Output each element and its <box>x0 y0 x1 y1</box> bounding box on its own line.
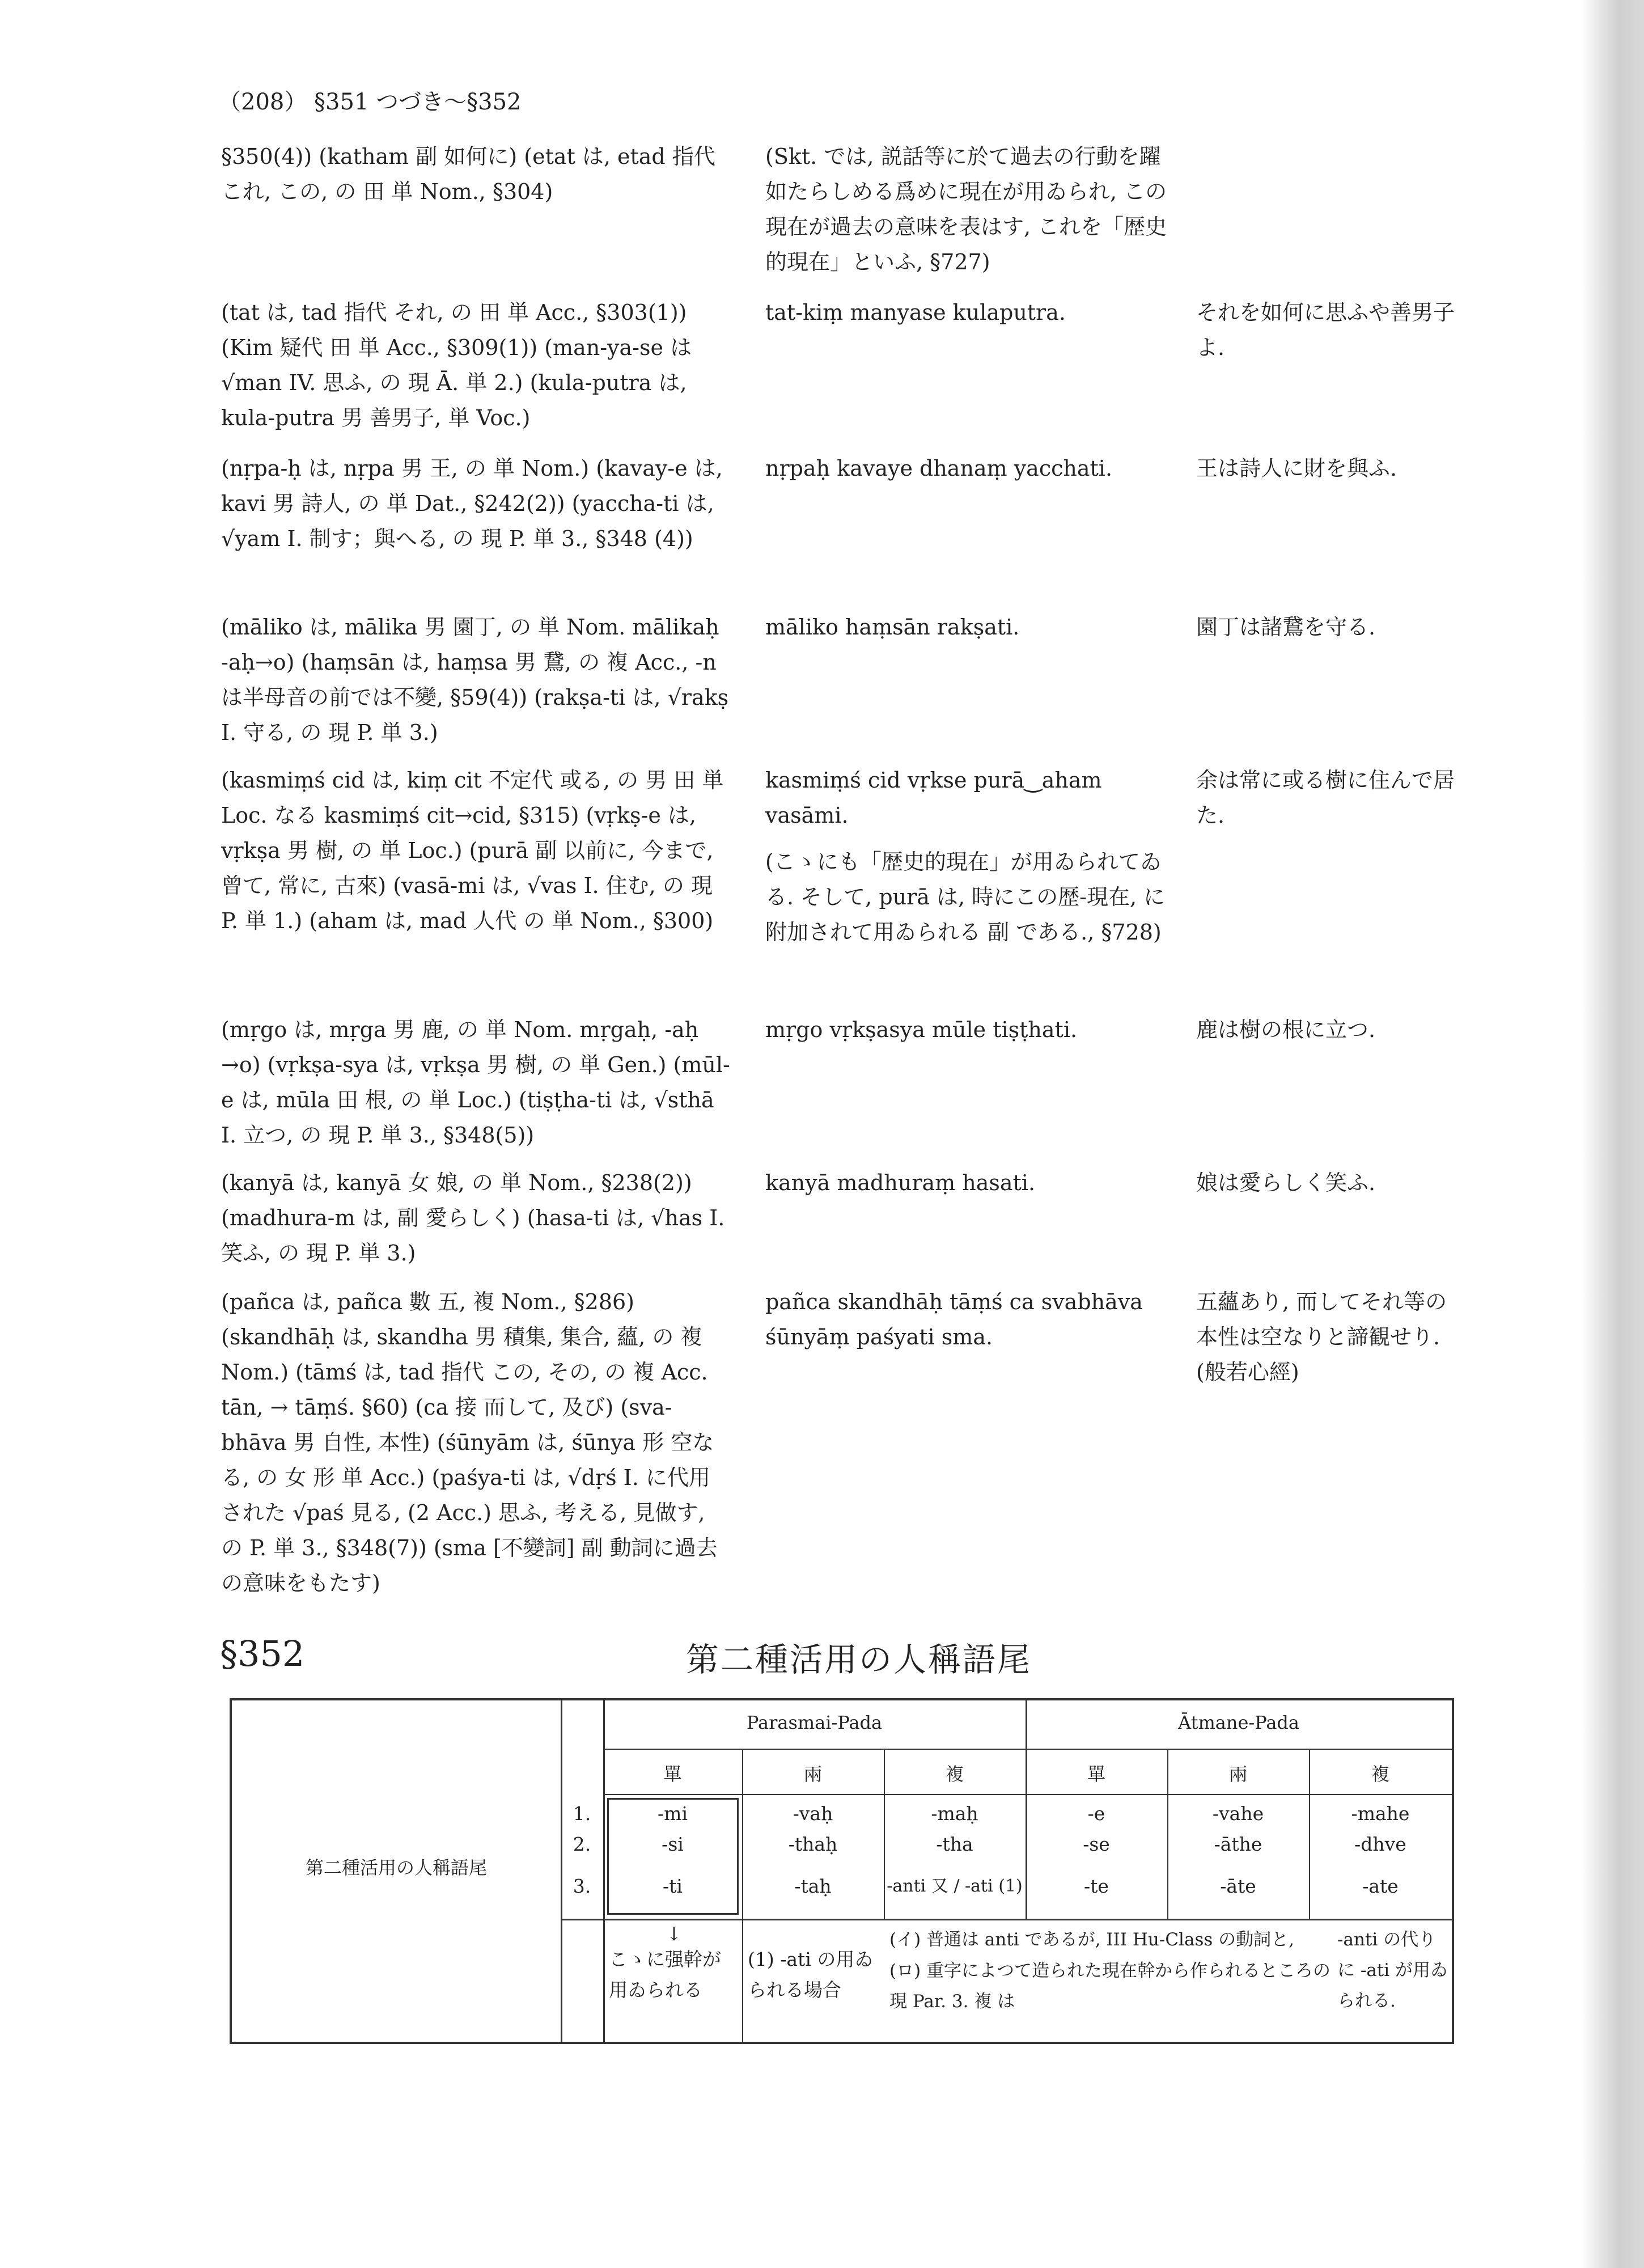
ending-cell: -taḥ <box>794 1875 832 1897</box>
ending-cell: -anti 又 / -ati (1) <box>887 1876 1023 1896</box>
ending-cell: -vaḥ <box>793 1802 833 1825</box>
voice-atmane: Ātmane-Pada <box>1178 1712 1299 1733</box>
translation: 五蘊あり, 而してそれ等の本性は空なりと諦観せり. (般若心經) <box>1196 1289 1447 1385</box>
person-label: 2. <box>573 1833 591 1855</box>
explanation: (pañca は, pañca 數 五, 複 Nom., §286) (skandhāḥ は, skandha 男 積集, 集合, 蘊, の 複 Nom.) (tāmś は, tad 指代 この, その, の 複 Acc. tān, → tāṃś. §60) (ca 接 而して, 及び) (sva-bhāva 男 自性, 本性) (śūnyām は, śūnya 形 空なる, の 女 形 単 Acc.) (paśya-ti は, √dṛś I. に代用された √paś 見る, (2 Acc.) 思ふ, 考える, 見做す, の P. 単 3., §348(7)) (sma [不變詞] 副 動詞に過去の意味をもたす) <box>221 1289 718 1596</box>
condition-ro: (ロ) 重字によつて造られた現在幹から作られるところの 現 Par. 3. 複 は <box>889 1961 1331 2012</box>
strong-stem-note: こゝに强幹が用ゐられる <box>609 1948 721 2001</box>
number-header: 複 <box>1371 1763 1389 1785</box>
translation: 余は常に或る樹に住んで居た. <box>1196 768 1455 828</box>
sanskrit-sentence: māliko haṃsān rakṣati. <box>765 615 1020 640</box>
sanskrit-sentence: tat-kiṃ manyase kulaputra. <box>765 300 1066 325</box>
ending-cell: -vahe <box>1212 1802 1264 1825</box>
translation: 娘は愛らしく笑ふ. <box>1196 1170 1376 1195</box>
translation: それを如何に思ふや善男子よ. <box>1196 300 1455 360</box>
context-note: (こゝにも「歴史的現在」が用ゐられてゐる. そして, purā は, 時にこの歴-現在, に附加されて用ゐられる 副 である., §728) <box>765 849 1166 945</box>
ending-cell: -āte <box>1220 1875 1256 1897</box>
sanskrit-sentence: nṛpaḥ kavaye dhanaṃ yacchati. <box>765 456 1113 481</box>
ending-table <box>230 1698 1454 2044</box>
ending-cell: -te <box>1084 1875 1109 1897</box>
down-arrow-icon: ↓ <box>666 1923 682 1945</box>
ending-cell: -maḥ <box>931 1802 978 1825</box>
sanskrit-sentence: mṛgo vṛkṣasya mūle tiṣṭhati. <box>765 1017 1078 1042</box>
section-number: §352 <box>220 1633 305 1674</box>
number-header: 兩 <box>803 1763 822 1785</box>
number-header: 兩 <box>1228 1763 1247 1785</box>
translation: 鹿は樹の根に立つ. <box>1196 1017 1376 1042</box>
person-label: 1. <box>573 1802 591 1825</box>
sanskrit-block <box>765 763 1179 950</box>
condition-i: (イ) 普通は anti であるが, III Hu-Class の動詞と, <box>889 1930 1294 1950</box>
person-label: 3. <box>573 1875 591 1897</box>
number-header: 單 <box>1087 1763 1105 1785</box>
ending-cell: -mi <box>658 1802 688 1825</box>
sanskrit-sentence: kanyā madhuraṃ hasati. <box>765 1170 1036 1195</box>
number-header: 單 <box>663 1763 682 1785</box>
translation: 園丁は諸鵞を守る. <box>1196 615 1376 640</box>
ati-condition-note: (1) -ati の用ゐられる場合 <box>748 1948 874 2001</box>
ending-cell: -ate <box>1362 1875 1399 1897</box>
translation: 王は詩人に財を與ふ. <box>1196 456 1397 481</box>
explanation: (nṛpa-ḥ は, nṛpa 男 王, の 単 Nom.) (kavay-e は, kavi 男 詩人, の 単 Dat., §242(2)) (yaccha-ti は, √yam I. 制す；與へる, の 現 P. 単 3., §348 (4)) <box>221 456 723 551</box>
ending-cell: -e <box>1087 1802 1105 1825</box>
explanation: (kanyā は, kanyā 女 娘, の 単 Nom., §238(2)) (madhura-m は, 副 愛らしく) (hasa-ti は, √has I. 笑ふ, の 現 P. 単 3.) <box>221 1170 725 1266</box>
explanation: §350(4)) (katham 副 如何に) (etat は, etad 指代 これ, この, の 田 単 Nom., §304) <box>221 144 715 204</box>
page-binding-shadow <box>1582 0 1644 2268</box>
voice-parasmai: Parasmai-Pada <box>746 1712 883 1733</box>
page-header: （208） §351 つづき～§352 <box>218 89 522 115</box>
ati-result-note: -anti の代りに -ati が用ゐられる. <box>1337 1930 1448 2011</box>
ending-cell: -tha <box>936 1833 973 1855</box>
section-title: 第二種活用の人稱語尾 <box>686 1640 1032 1679</box>
sanskrit-sentence: pañca skandhāḥ tāṃś ca svabhāva śūnyāṃ paśyati sma. <box>765 1289 1143 1349</box>
sanskrit-sentence: kasmiṃś cid vṛkse purā‿aham vasāmi. <box>765 768 1102 828</box>
table-row-label: 第二種活用の人稱語尾 <box>305 1857 487 1878</box>
ending-cell: -mahe <box>1351 1802 1410 1825</box>
ending-cell: -ti <box>663 1875 683 1897</box>
explanation: (mṛgo は, mṛga 男 鹿, の 単 Nom. mṛgaḥ, -aḥ →o) (vṛkṣa-sya は, vṛkṣa 男 樹, の 単 Gen.) (mūl-e は, mūla 田 根, の 単 Loc.) (tiṣṭha-ti は, √sthā I. 立つ, の 現 P. 単 3., §348(5)) <box>221 1017 730 1148</box>
ending-cell: -se <box>1083 1833 1110 1855</box>
ending-cell: -dhve <box>1354 1833 1406 1855</box>
explanation: (tat は, tad 指代 それ, の 田 単 Acc., §303(1)) (Kim 疑代 田 単 Acc., §309(1)) (man-ya-se は √man IV. 思ふ, の 現 Ā. 単 2.) (kula-putra は, kula-putra 男 善男子, 単 Voc.) <box>221 300 692 430</box>
ending-cell: -āthe <box>1214 1833 1262 1855</box>
ending-cell: -si <box>662 1833 684 1855</box>
ending-cell: -thaḥ <box>788 1833 838 1855</box>
number-header: 複 <box>945 1763 964 1785</box>
explanation: (kasmiṃś cid は, kiṃ cit 不定代 或る, の 男 田 単 Loc. なる kasmiṃś cit→cid, §315) (vṛkṣ-e は, vṛkṣa 男 樹, の 単 Loc.) (purā 副 以前に, 今まで, 曾て, 常に, 古來) (vasā-mi は, √vas I. 住む, の 現 P. 単 1.) (aham は, mad 人代 の 単 Nom., §300) <box>221 768 724 933</box>
explanation: (māliko は, mālika 男 園丁, の 単 Nom. mālikaḥ -aḥ→o) (haṃsān は, haṃsa 男 鵞, の 複 Acc., -n は半母音の前では不變, §59(4)) (rakṣa-ti は, √rakṣ I. 守る, の 現 P. 単 3.) <box>221 615 729 745</box>
context-note: (Skt. では, 説話等に於て過去の行動を躍如たらしめる爲めに現在が用ゐられ, この現在が過去の意味を表はす, これを「歴史的現在」といふ, §727) <box>765 144 1167 274</box>
